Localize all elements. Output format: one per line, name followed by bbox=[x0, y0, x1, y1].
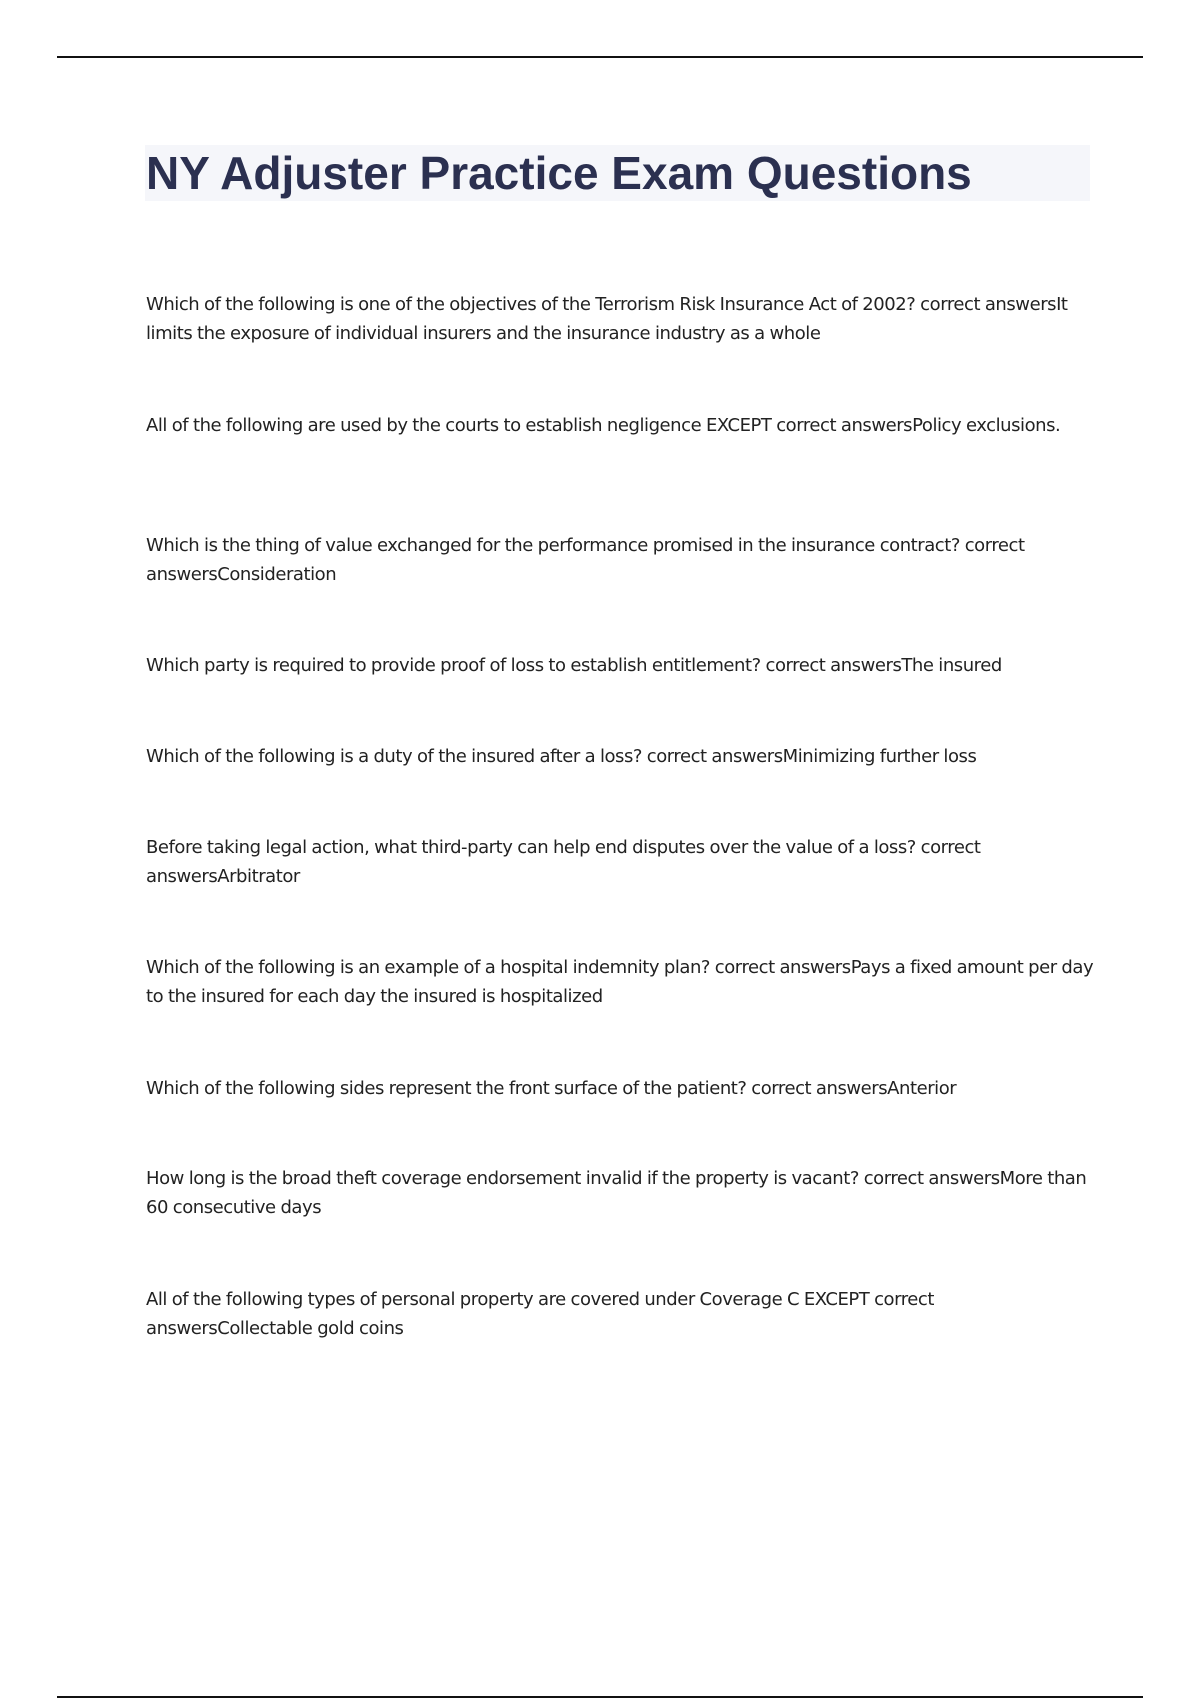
question-item: All of the following types of personal property are covered under Coverage C EXCEPT correct answersCollectable gold coins bbox=[146, 1289, 934, 1339]
question-item: All of the following are used by the courts to establish negligence EXCEPT correct answersPolicy exclusions. bbox=[146, 415, 1061, 436]
question-item: Which of the following sides represent the front surface of the patient? correct answersAnterior bbox=[146, 1078, 957, 1099]
question-item: Which party is required to provide proof of loss to establish entitlement? correct answersThe insured bbox=[146, 655, 1002, 676]
bottom-rule bbox=[57, 1696, 1143, 1698]
question-item: Before taking legal action, what third-party can help end disputes over the value of a loss? correct answersArbitrator bbox=[146, 837, 981, 887]
question-item: How long is the broad theft coverage endorsement invalid if the property is vacant? correct answersMore than 60 consecutive days bbox=[146, 1168, 1087, 1218]
question-item: Which of the following is an example of a hospital indemnity plan? correct answersPays a fixed amount per day to the insured for each day the insured is hospitalized bbox=[146, 957, 1094, 1007]
question-item: Which of the following is a duty of the insured after a loss? correct answersMinimizing further loss bbox=[146, 746, 977, 767]
document-title: NY Adjuster Practice Exam Questions bbox=[146, 147, 972, 199]
top-rule bbox=[57, 56, 1143, 58]
question-item: Which is the thing of value exchanged for the performance promised in the insurance contract? correct answersConsideration bbox=[146, 535, 1025, 585]
question-item: Which of the following is one of the objectives of the Terrorism Risk Insurance Act of 2002? correct answersIt limits the exposure of individual insurers and the insurance industry as a whole bbox=[146, 294, 1068, 344]
